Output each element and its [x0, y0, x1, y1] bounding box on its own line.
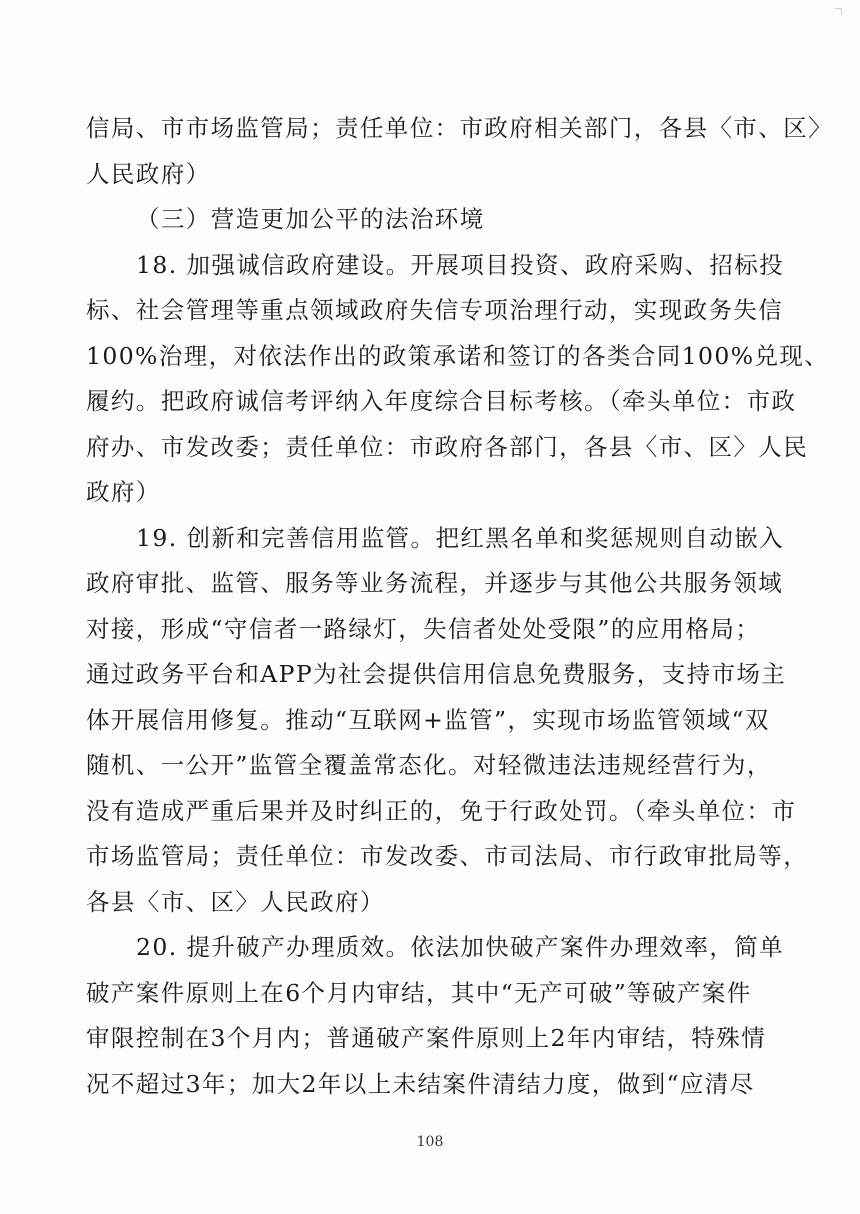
- body-line: 审限控制在3个月内；普通破产案件原则上2年内审结，特殊情: [86, 1024, 767, 1052]
- body-line: 政府）: [86, 478, 161, 506]
- body-line: 府办、市发改委；责任单位：市政府各部门，各县〈市、区〉人民: [86, 432, 809, 461]
- document-body: [86, 106, 833, 1107]
- item-18-start: 18. 加强诚信政府建设。开展项目投资、政府采购、招标投: [136, 250, 785, 279]
- section-heading: （三）营造更加公平的法治环境: [136, 205, 485, 233]
- body-line: 没有造成严重后果并及时纠正的，免于行政处罚。（牵头单位：市: [86, 796, 797, 825]
- body-line: 况不超过3年；加大2年以上未结案件清结力度，做到“应清尽: [86, 1069, 755, 1098]
- item-20-start: 20. 提升破产办理质效。依法加快破产案件办理效率，简单: [136, 933, 785, 961]
- page-number: 108: [416, 1134, 444, 1150]
- body-line: 随机、一公开”监管全覆盖常态化。对轻微违法违规经营行为，: [86, 751, 772, 779]
- body-line: 市场监管局；责任单位：市发改委、市司法局、市行政审批局等，: [86, 842, 809, 870]
- body-line: 体开展信用修复。推动“互联网+监管”，实现市场监管领域“双: [86, 705, 770, 734]
- body-line: 政府审批、监管、服务等业务流程，并逐步与其他公共服务领域: [86, 569, 784, 597]
- body-line: 对接，形成“守信者一路绿灯，失信者处处受限”的应用格局；: [86, 614, 761, 643]
- item-19-start: 19. 创新和完善信用监管。把红黑名单和奖惩规则自动嵌入: [136, 523, 785, 552]
- body-line: 通过政务平台和APP为社会提供信用信息免费服务，支持市场主: [86, 660, 787, 688]
- body-line: 履约。把政府诚信考评纳入年度综合目标考核。（牵头单位：市政: [86, 387, 797, 415]
- body-line: 人民政府）: [86, 159, 211, 188]
- body-line: 信局、市市场监管局；责任单位：市政府相关部门，各县〈市、区〉: [86, 114, 833, 142]
- body-line: 各县〈市、区〉人民政府）: [86, 887, 385, 916]
- body-line: 标、社会管理等重点领域政府失信专项治理行动，实现政务失信: [86, 296, 784, 324]
- scan-corner-mark: [835, 8, 842, 15]
- body-line: 破产案件原则上在6个月内审结，其中“无产可破”等破产案件: [86, 978, 752, 1007]
- body-line: 100%治理，对依法作出的政策承诺和签订的各类合同100%兑现、: [86, 341, 830, 370]
